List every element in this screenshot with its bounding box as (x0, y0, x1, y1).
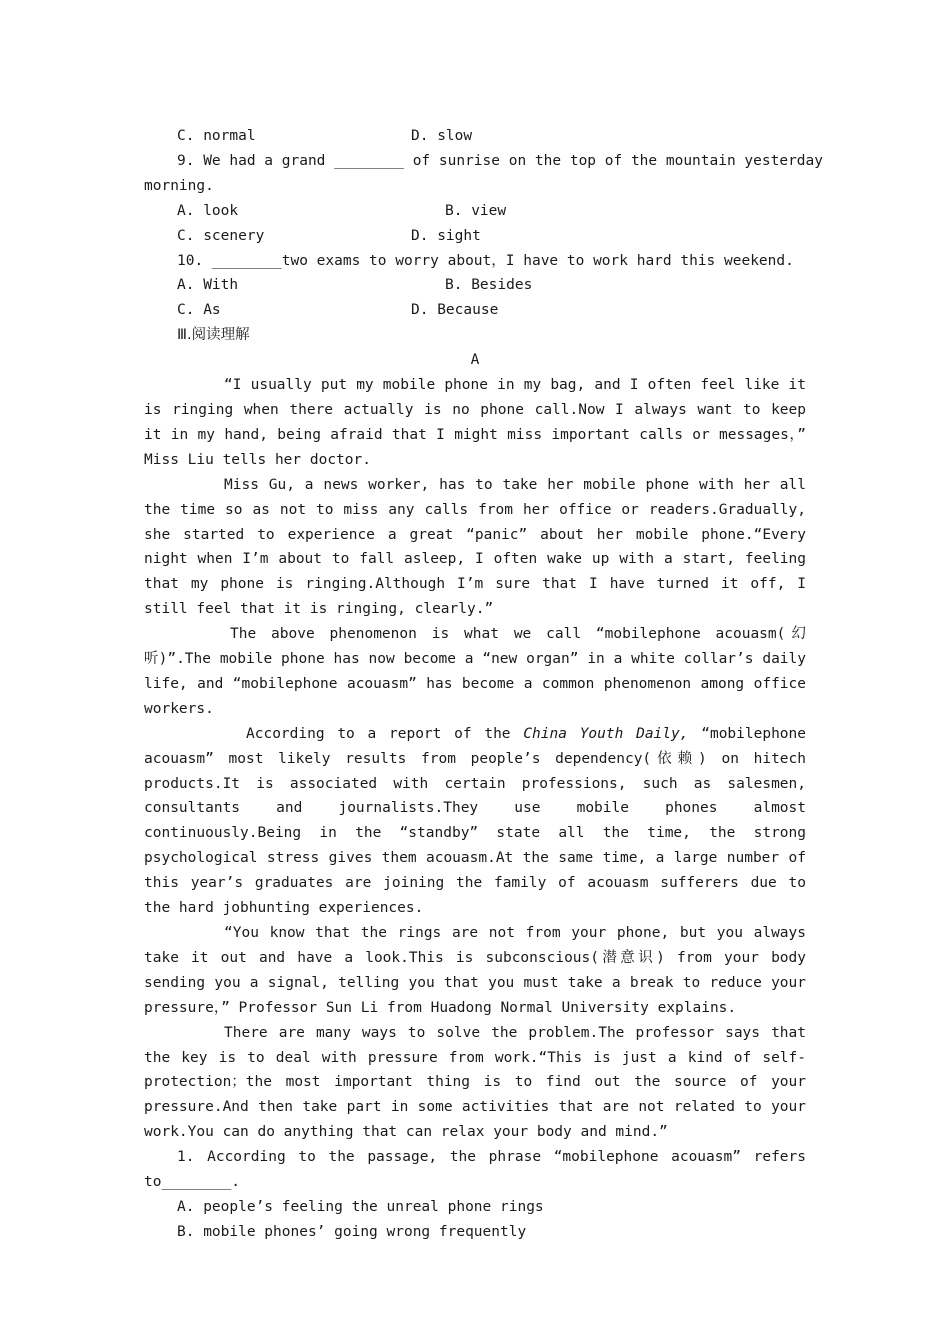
q10-option-b: B. Besides (445, 277, 533, 294)
q10-option-d: D. Because (411, 302, 499, 319)
q9-stem-line1: 9. We had a grand ________ of sunrise on the top of the mountain yesterday (177, 152, 824, 169)
q10-option-c: C. As (177, 302, 221, 319)
q9-option-c: C. scenery (177, 227, 265, 244)
section-heading: Ⅲ.阅读理解 (177, 327, 250, 344)
q10-options-ab (144, 273, 806, 298)
q10-stem: 10. ________two exams to worry about，I have to work hard this weekend. (177, 252, 794, 269)
q9-options-cd (144, 224, 806, 249)
q8-option-d: D. slow (411, 128, 473, 144)
q8-option-c: C. normal (177, 128, 256, 144)
passage-paragraph-1: “I usually put my mobile phone in my bag, and I often feel like it is ringing when there actually is no phone call.Now I always want to keep it in my hand, being afraid that I might miss important calls or messages，” Miss Liu tells her doctor. (144, 377, 806, 468)
q9-option-b: B. view (445, 202, 507, 219)
passage-paragraph-4 (144, 722, 806, 921)
question-1-option-b: B. mobile phones’ going wrong frequently (177, 1223, 527, 1240)
passage-paragraph-6: There are many ways to solve the problem.The professor says that the key is to deal with pressure from work.“This is just a kind of self-protection；the most important thing is to find out the source of your pressure.And then take part in some activities that are not related to your work.You can do anything that can relax your body and mind.” (144, 1024, 806, 1141)
paragraph-4-body: “mobilephone acouasm” most likely results from people’s dependency(依赖) on hitech products.It is associated with certain professions, such as salesmen, consultants and journalists.They use mobile phones almost continuously.Being in the “standby” state all the time, the strong psychological stress gives them acouasm.At the same time, a large number of this year’s graduates are joining the family of acouasm sufferers due to the hard jobhunting experiences. (144, 725, 806, 917)
q9-option-a: A. look (177, 202, 239, 219)
passage-label: A (470, 352, 480, 369)
q9-option-d: D. sight (411, 227, 481, 244)
passage-paragraph-2: Miss Gu, a news worker, has to take her mobile phone with her all the time so as not to miss any calls from her office or readers.Gradually, she started to experience a great “panic” about her mobile phone.“Every night when I’m about to fall asleep, I often wake up with a start, feeling that my phone is ringing.Although I’m sure that I have turned it off, I still feel that it is ringing, clearly.” (144, 476, 806, 618)
paragraph-4-intro: According to a report of the (246, 725, 524, 742)
question-1-option-a: A. people’s feeling the unreal phone rings (177, 1198, 544, 1215)
q9-options-ab (144, 199, 806, 224)
document-page (144, 124, 824, 1245)
newspaper-name: China Youth Daily, (523, 725, 689, 742)
passage-paragraph-5: “You know that the rings are not from your phone, but you always take it out and have a look.This is subconscious(潜意识) from your body sending you a signal, telling you that you must take a break to reduce your pressure，” Professor Sun Li from Huadong Normal University explains. (144, 925, 806, 1016)
q10-option-a: A. With (177, 277, 239, 294)
passage-paragraph-3: The above phenomenon is what we call “mobilephone acouasm(幻听)”.The mobile phone has now become a “new organ” in a white collar’s daily life, and “mobilephone acouasm” has become a common phenomenon among office workers. (144, 626, 806, 717)
q9-stem-line2: morning. (144, 177, 214, 194)
q8-options (144, 124, 806, 149)
question-1-stem: 1. According to the passage, the phrase “mobilephone acouasm” refers to________. (144, 1149, 806, 1191)
q10-options-cd (144, 298, 806, 323)
